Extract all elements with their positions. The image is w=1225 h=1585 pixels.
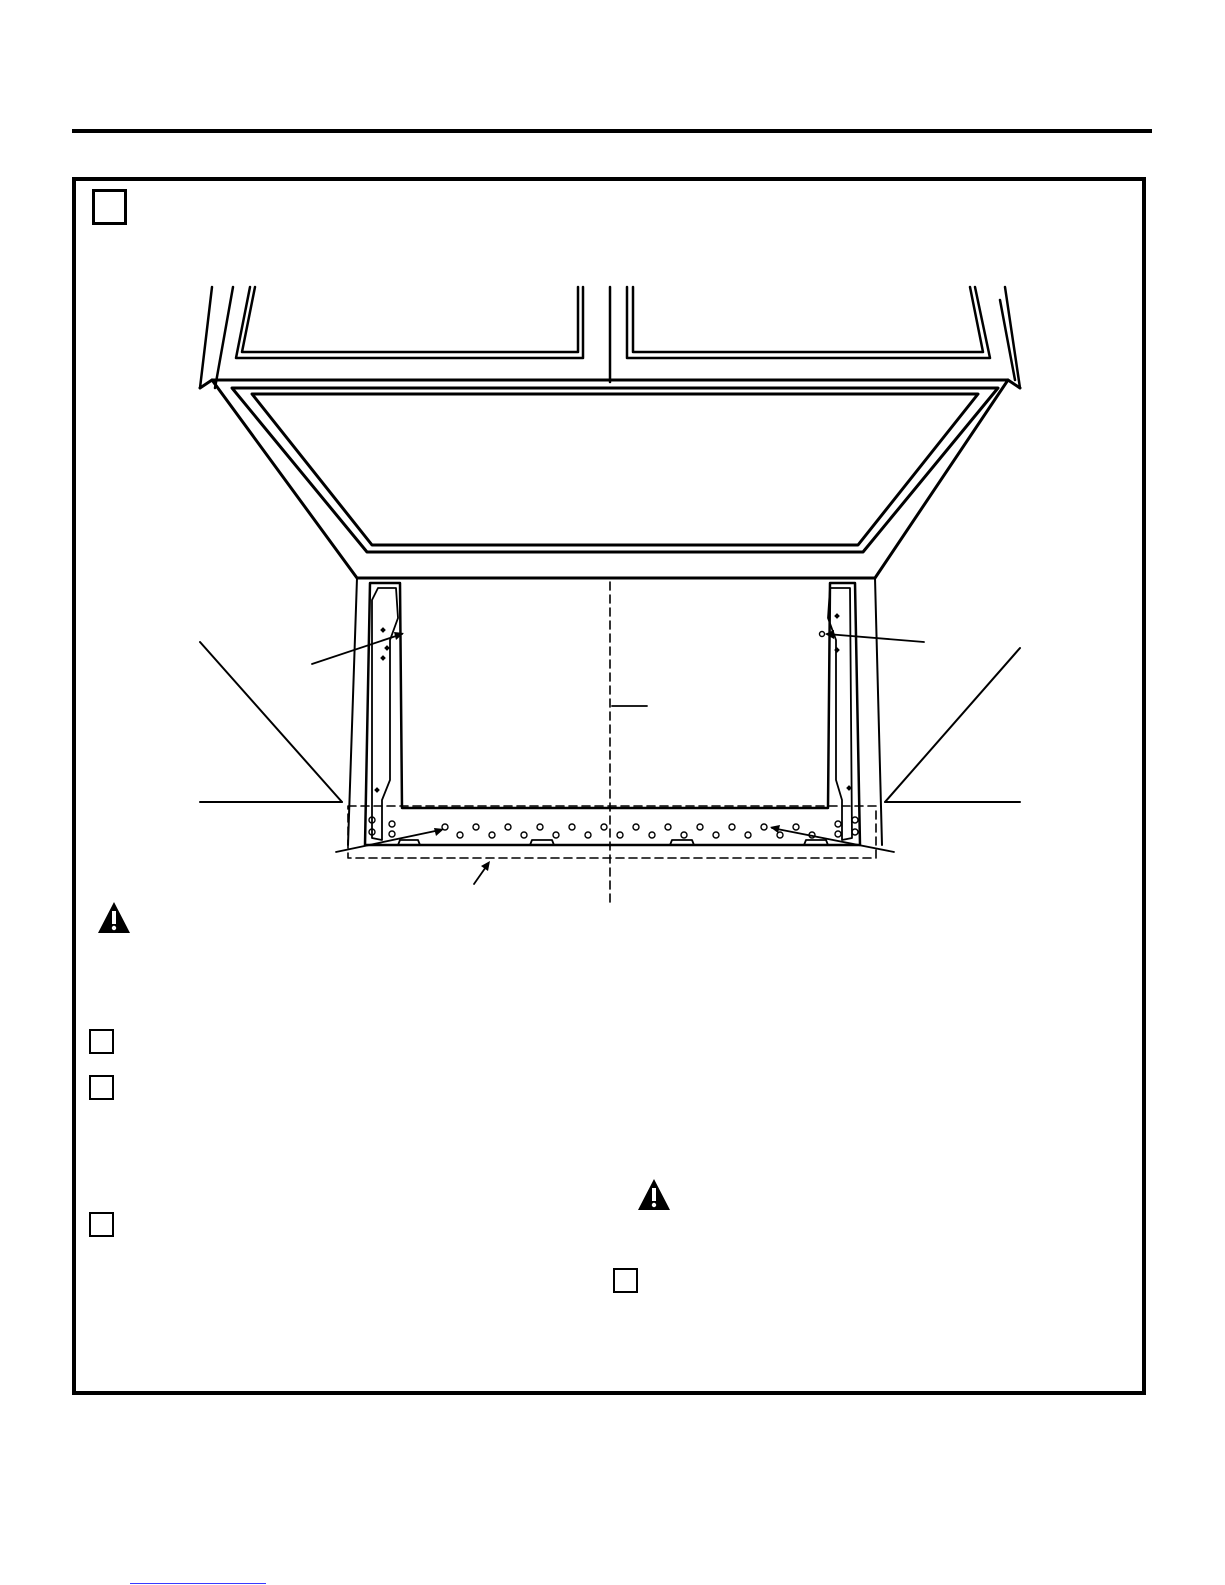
arrow-heads bbox=[394, 630, 834, 871]
cabinet-bottom bbox=[200, 380, 1020, 578]
footer-link-underline[interactable] bbox=[130, 1583, 266, 1584]
template-outline bbox=[348, 582, 876, 902]
step-4-checkbox[interactable] bbox=[613, 1268, 638, 1293]
bracket-markers bbox=[374, 613, 852, 793]
step-2-checkbox[interactable] bbox=[89, 1075, 114, 1100]
step-3-checkbox[interactable] bbox=[89, 1212, 114, 1237]
callout-leaders bbox=[312, 634, 924, 884]
upper-cabinet bbox=[200, 287, 1020, 388]
step-1-checkbox[interactable] bbox=[89, 1029, 114, 1054]
warning-triangle-icon bbox=[97, 901, 131, 934]
warning-triangle-icon bbox=[637, 1178, 671, 1211]
